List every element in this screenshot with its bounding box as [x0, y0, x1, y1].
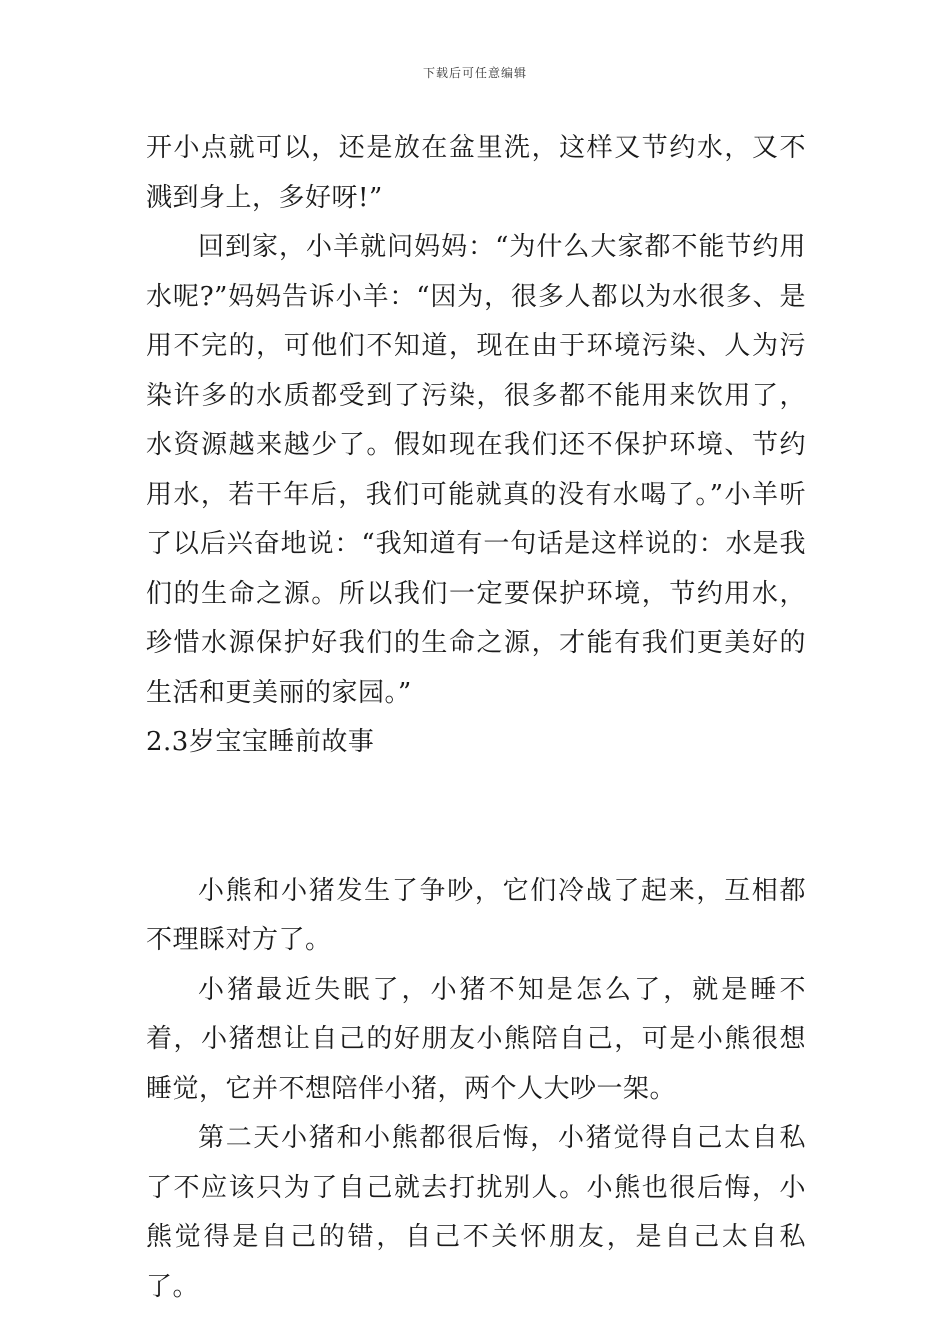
- page-header: 下载后可任意编辑: [422, 66, 527, 80]
- paragraph-insomnia: 小猪最近失眠了，小猪不知是怎么了，就是睡不着，小猪想让自己的好朋友小熊陪自己，可是小熊很想睡觉，它并不想陪伴小猪，两个人大吵一架。: [146, 974, 806, 1104]
- paragraph-mother-explains: 回到家，小羊就问妈妈：“为什么大家都不能节约用水呢?”妈妈告诉小羊：“因为，很多人都以为水很多、是用不完的，可他们不知道，现在由于环境污染、人为污染许多的水质都受到了污染，很多都不能用来饮用了，水资源越来越少了。假如现在我们还不保护环境、节约用水，若干年后，我们可能就真的没有水喝了。”小羊听了以后兴奋地说：“我知道有一句话是这样说的：水是我们的生命之源。所以我们一定要保护环境，节约用水，珍惜水源保护好我们的生命之源，才能有我们更美好的生活和更美丽的家园。”: [146, 232, 806, 708]
- section-gap: [146, 768, 806, 867]
- paragraph-regret: 第二天小猪和小熊都很后悔，小猪觉得自己太自私了不应该只为了自己就去打扰别人。小熊也很后悔，小熊觉得是自己的错，自己不关怀朋友，是自己太自私了。: [146, 1123, 806, 1302]
- paragraph-quarrel: 小熊和小猪发生了争吵，它们冷战了起来，互相都不理睬对方了。: [146, 875, 806, 955]
- document-body: [146, 124, 806, 1312]
- paragraph-continued: 开小点就可以，还是放在盆里洗，这样又节约水，又不溅到身上，多好呀!”: [146, 133, 806, 213]
- section-heading: 2.3岁宝宝睡前故事: [146, 727, 375, 757]
